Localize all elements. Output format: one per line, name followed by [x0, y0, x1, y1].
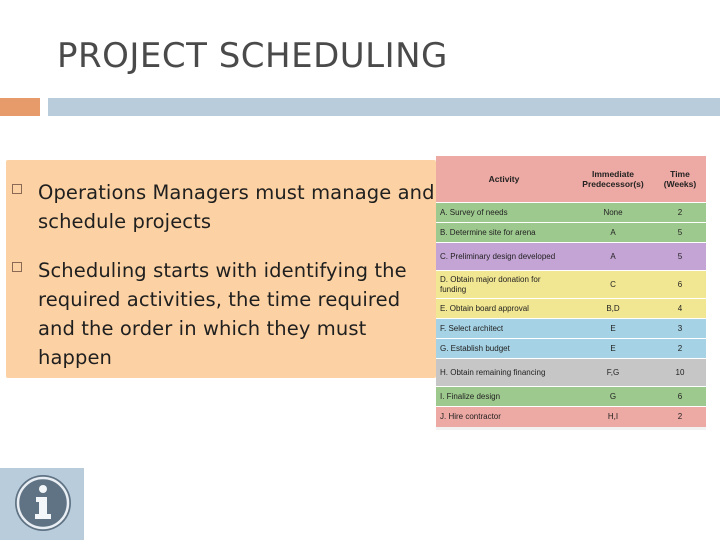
accent-bar-orange: [0, 98, 40, 116]
cell-predecessor: A: [572, 223, 654, 243]
cell-predecessor: G: [572, 387, 654, 407]
table-row: [436, 299, 706, 319]
cell-time: 2: [654, 407, 706, 427]
cell-time: 2: [654, 203, 706, 223]
cell-time: 6: [654, 387, 706, 407]
header-predecessor: Immediate Predecessor(s): [572, 156, 654, 203]
cell-predecessor: None: [572, 203, 654, 223]
table-row: [436, 339, 706, 359]
cell-activity: B. Determine site for arena: [436, 223, 572, 243]
table-row: [436, 359, 706, 387]
slide-title: PROJECT SCHEDULING: [57, 36, 448, 76]
table-row: [436, 243, 706, 271]
cell-activity: F. Select architect: [436, 319, 572, 339]
activity-table: [436, 156, 706, 427]
cell-activity: I. Finalize design: [436, 387, 572, 407]
cell-time: 5: [654, 243, 706, 271]
table-row: [436, 387, 706, 407]
cell-predecessor: H,I: [572, 407, 654, 427]
header-time: Time (Weeks): [654, 156, 706, 203]
cell-predecessor: C: [572, 271, 654, 299]
table-row: [436, 203, 706, 223]
bullet-text: Operations Managers must manage and schedule projects: [38, 181, 435, 233]
cell-predecessor: E: [572, 319, 654, 339]
square-bullet-icon: [12, 262, 22, 272]
cell-predecessor: F,G: [572, 359, 654, 387]
cell-activity: D. Obtain major donation for funding: [436, 271, 572, 299]
bullet-item-2: [38, 256, 438, 372]
square-bullet-icon: [12, 184, 22, 194]
info-icon[interactable]: [14, 474, 72, 532]
cell-time: 6: [654, 271, 706, 299]
bullet-panel: [6, 160, 436, 378]
cell-activity: G. Establish budget: [436, 339, 572, 359]
cell-time: 3: [654, 319, 706, 339]
table-row: [436, 319, 706, 339]
cell-predecessor: E: [572, 339, 654, 359]
activity-table-image: [436, 156, 706, 430]
cell-activity: C. Preliminary design developed: [436, 243, 572, 271]
cell-time: 10: [654, 359, 706, 387]
table-row: [436, 223, 706, 243]
table-header-row: [436, 156, 706, 203]
cell-activity: H. Obtain remaining financing: [436, 359, 572, 387]
table-row: [436, 271, 706, 299]
cell-activity: E. Obtain board approval: [436, 299, 572, 319]
cell-time: 2: [654, 339, 706, 359]
cell-time: 4: [654, 299, 706, 319]
bullet-item-1: [38, 178, 438, 236]
table-row: [436, 407, 706, 427]
accent-bar-blue: [48, 98, 720, 116]
bullet-text: Scheduling starts with identifying the required activities, the time required and the order in which they must happen: [38, 259, 407, 369]
cell-predecessor: B,D: [572, 299, 654, 319]
header-activity: Activity: [436, 156, 572, 203]
cell-predecessor: A: [572, 243, 654, 271]
cell-time: 5: [654, 223, 706, 243]
cell-activity: A. Survey of needs: [436, 203, 572, 223]
cell-activity: J. Hire contractor: [436, 407, 572, 427]
